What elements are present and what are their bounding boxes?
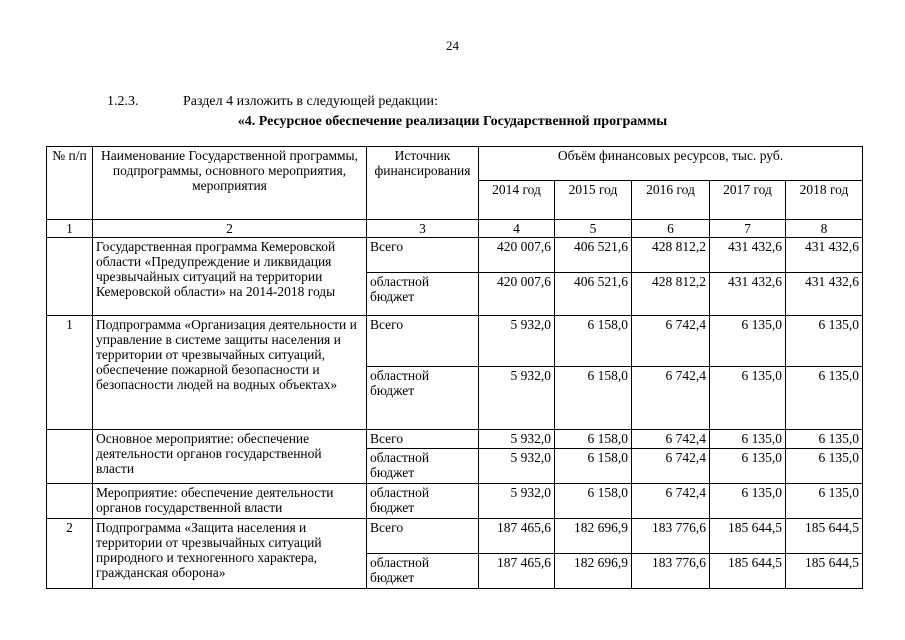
funding-source-cell: областной бюджет bbox=[367, 449, 479, 484]
amount-cell: 6 135,0 bbox=[710, 430, 786, 449]
amount-cell: 6 135,0 bbox=[786, 430, 863, 449]
page-number: 24 bbox=[446, 38, 459, 53]
header-name: Наименование Государственной программы, подпрограммы, основного мероприятия, мероприятия bbox=[93, 147, 367, 220]
amount-cell: 185 644,5 bbox=[786, 519, 863, 554]
amount-cell: 6 135,0 bbox=[710, 316, 786, 367]
amount-cell: 6 135,0 bbox=[710, 367, 786, 430]
amount-cell: 5 932,0 bbox=[479, 316, 555, 367]
table-row bbox=[47, 484, 863, 519]
header-year: 2017 год bbox=[710, 181, 786, 220]
amount-cell: 183 776,6 bbox=[632, 554, 710, 589]
amount-cell: 5 932,0 bbox=[479, 449, 555, 484]
funding-source-cell: областной бюджет bbox=[367, 484, 479, 519]
amount-cell: 5 932,0 bbox=[479, 484, 555, 519]
program-name-cell: Мероприятие: обеспечение деятельности органов государственной власти bbox=[93, 484, 367, 519]
column-number: 5 bbox=[555, 220, 632, 238]
funding-source-cell: областной бюджет bbox=[367, 273, 479, 316]
clause-text: Раздел 4 изложить в следующей редакции: bbox=[183, 94, 438, 109]
amount-cell: 6 158,0 bbox=[555, 484, 632, 519]
amount-cell: 6 158,0 bbox=[555, 449, 632, 484]
header-year: 2014 год bbox=[479, 181, 555, 220]
amount-cell: 6 742,4 bbox=[632, 449, 710, 484]
amount-cell: 6 742,4 bbox=[632, 430, 710, 449]
amount-cell: 6 742,4 bbox=[632, 316, 710, 367]
amount-cell: 182 696,9 bbox=[555, 519, 632, 554]
column-number: 2 bbox=[93, 220, 367, 238]
column-number: 8 bbox=[786, 220, 863, 238]
funding-source-cell: Всего bbox=[367, 238, 479, 273]
amount-cell: 187 465,6 bbox=[479, 554, 555, 589]
program-name-cell: Основное мероприятие: обеспечение деятельности органов государственной власти bbox=[93, 430, 367, 484]
section-title: «4. Ресурсное обеспечение реализации Государственной программы bbox=[237, 114, 668, 129]
column-number: 7 bbox=[710, 220, 786, 238]
table-row bbox=[47, 316, 863, 367]
funding-source-cell: Всего bbox=[367, 430, 479, 449]
program-name-cell: Подпрограмма «Организация деятельности и управление в системе защиты населения и территории от чрезвычайных ситуаций, обеспечение пожарной безопасности и безопасности людей на водных объектах» bbox=[93, 316, 367, 430]
funding-source-cell: областной бюджет bbox=[367, 554, 479, 589]
amount-cell: 6 742,4 bbox=[632, 484, 710, 519]
amount-cell: 431 432,6 bbox=[710, 273, 786, 316]
column-number: 6 bbox=[632, 220, 710, 238]
amount-cell: 182 696,9 bbox=[555, 554, 632, 589]
table-row bbox=[47, 430, 863, 449]
amount-cell: 6 135,0 bbox=[786, 484, 863, 519]
table-row bbox=[47, 238, 863, 273]
amount-cell: 6 158,0 bbox=[555, 430, 632, 449]
header-year: 2016 год bbox=[632, 181, 710, 220]
funding-source-cell: областной бюджет bbox=[367, 367, 479, 430]
header-year: 2018 год bbox=[786, 181, 863, 220]
amount-cell: 6 158,0 bbox=[555, 316, 632, 367]
amount-cell: 6 135,0 bbox=[710, 449, 786, 484]
amount-cell: 5 932,0 bbox=[479, 430, 555, 449]
amount-cell: 406 521,6 bbox=[555, 238, 632, 273]
amount-cell: 187 465,6 bbox=[479, 519, 555, 554]
amount-cell: 6 135,0 bbox=[710, 484, 786, 519]
row-number-cell: 2 bbox=[47, 519, 93, 589]
amount-cell: 431 432,6 bbox=[710, 238, 786, 273]
table-row bbox=[47, 519, 863, 554]
row-number-cell bbox=[47, 238, 93, 316]
header-row bbox=[47, 147, 863, 181]
header-num: № п/п bbox=[47, 147, 93, 220]
column-numbers-row bbox=[47, 220, 863, 238]
row-number-cell: 1 bbox=[47, 316, 93, 430]
amount-cell: 185 644,5 bbox=[710, 554, 786, 589]
program-name-cell: Государственная программа Кемеровской области «Предупреждение и ликвидация чрезвычайных ситуаций на территории Кемеровской области» на 2014-2018 годы bbox=[93, 238, 367, 316]
amount-cell: 428 812,2 bbox=[632, 238, 710, 273]
header-year: 2015 год bbox=[555, 181, 632, 220]
column-number: 4 bbox=[479, 220, 555, 238]
amount-cell: 431 432,6 bbox=[786, 238, 863, 273]
row-number-cell bbox=[47, 430, 93, 484]
amount-cell: 420 007,6 bbox=[479, 238, 555, 273]
column-number: 1 bbox=[47, 220, 93, 238]
resource-table bbox=[46, 146, 863, 589]
amount-cell: 406 521,6 bbox=[555, 273, 632, 316]
program-name-cell: Подпрограмма «Защита населения и территории от чрезвычайных ситуаций природного и техногенного характера, гражданская оборона» bbox=[93, 519, 367, 589]
amount-cell: 5 932,0 bbox=[479, 367, 555, 430]
clause bbox=[107, 94, 438, 110]
row-number-cell bbox=[47, 484, 93, 519]
amount-cell: 6 135,0 bbox=[786, 449, 863, 484]
column-number: 3 bbox=[367, 220, 479, 238]
amount-cell: 6 135,0 bbox=[786, 367, 863, 430]
amount-cell: 185 644,5 bbox=[710, 519, 786, 554]
amount-cell: 6 742,4 bbox=[632, 367, 710, 430]
header-volume: Объём финансовых ресурсов, тыс. руб. bbox=[479, 147, 863, 181]
amount-cell: 183 776,6 bbox=[632, 519, 710, 554]
amount-cell: 6 135,0 bbox=[786, 316, 863, 367]
amount-cell: 185 644,5 bbox=[786, 554, 863, 589]
amount-cell: 428 812,2 bbox=[632, 273, 710, 316]
funding-source-cell: Всего bbox=[367, 519, 479, 554]
amount-cell: 6 158,0 bbox=[555, 367, 632, 430]
amount-cell: 420 007,6 bbox=[479, 273, 555, 316]
funding-source-cell: Всего bbox=[367, 316, 479, 367]
header-source: Источник финансирования bbox=[367, 147, 479, 220]
amount-cell: 431 432,6 bbox=[786, 273, 863, 316]
clause-number: 1.2.3. bbox=[107, 94, 139, 109]
